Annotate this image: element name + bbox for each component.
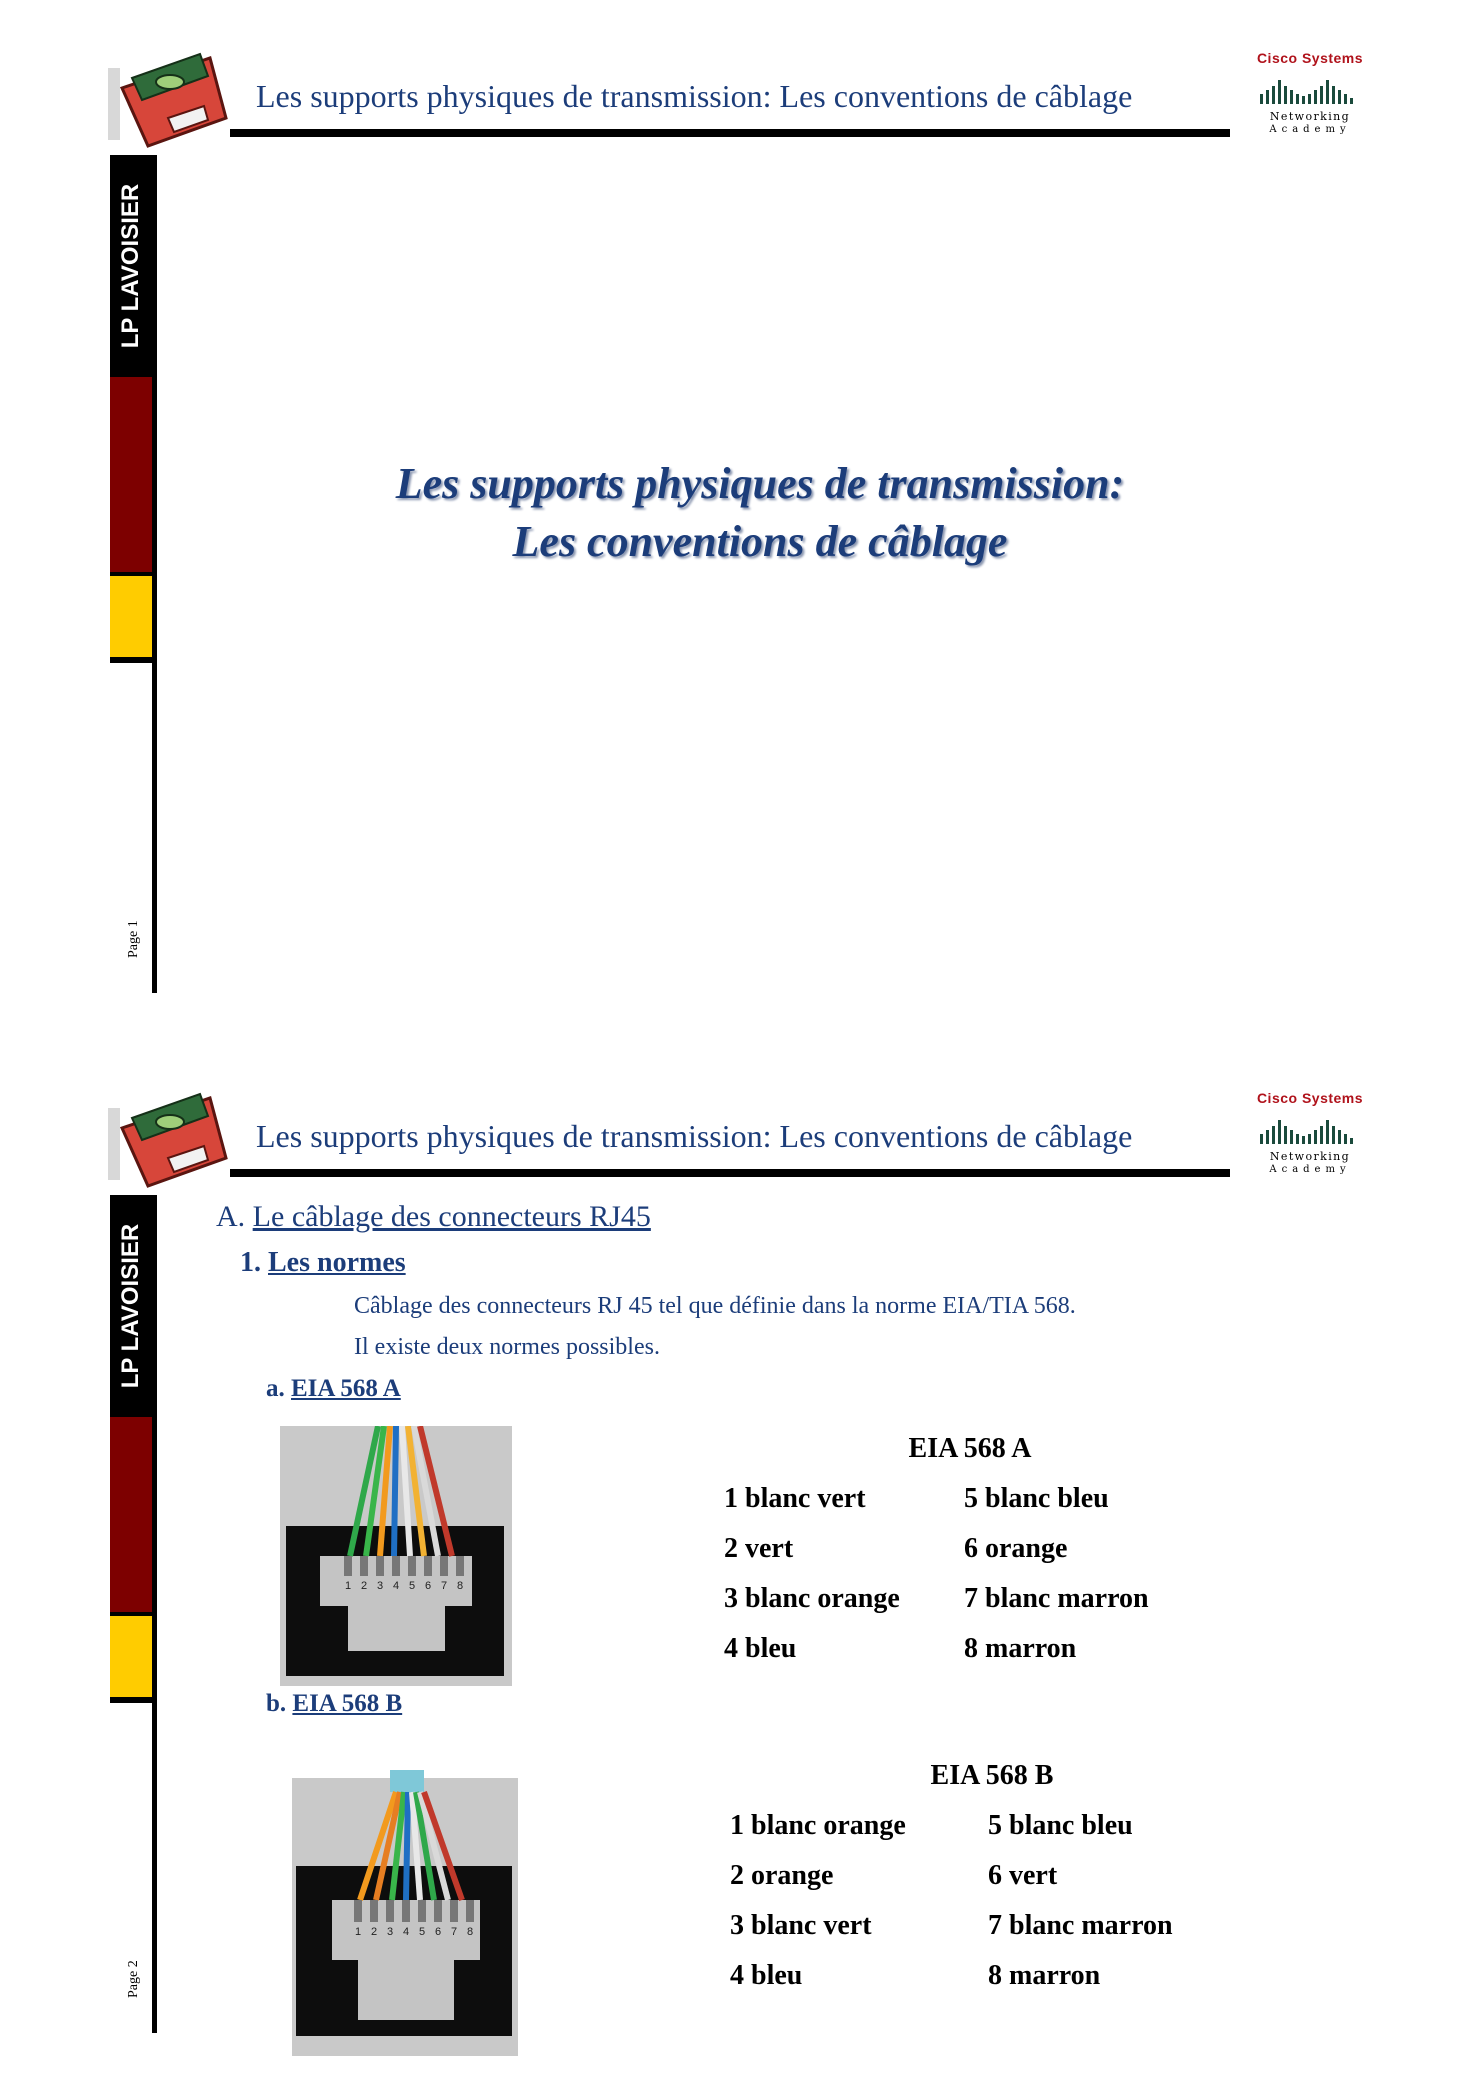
norm-b-pin-5: 5 blanc bleu bbox=[988, 1810, 1133, 1841]
cisco-academy-text: Academy bbox=[1269, 124, 1351, 135]
sidebar-label: LP LAVOISIER bbox=[117, 183, 144, 349]
sidebar-label: LP LAVOISIER bbox=[117, 1223, 144, 1389]
slide-2 bbox=[0, 1040, 1471, 2080]
norm-b-pin-2: 2 orange bbox=[730, 1860, 834, 1891]
norm-a-label: EIA 568 A bbox=[291, 1375, 401, 1402]
norm-a-pin-6: 6 orange bbox=[964, 1533, 1068, 1564]
pin-number-label: 7 bbox=[440, 1580, 448, 1592]
section-heading bbox=[216, 1200, 651, 1234]
rj45-connector-a-image bbox=[280, 1426, 512, 1686]
norm-b-pin-1: 1 blanc orange bbox=[730, 1810, 906, 1841]
cisco-academy-text: Academy bbox=[1269, 1164, 1351, 1175]
slide-title-line-2: Les conventions de câblage bbox=[512, 517, 1008, 566]
pin-number-label: 7 bbox=[450, 1926, 458, 1938]
norm-b-pin-8: 8 marron bbox=[988, 1960, 1101, 1991]
cisco-bridge-icon bbox=[1258, 74, 1362, 106]
cisco-logo bbox=[1254, 1090, 1366, 1180]
norm-b-pin-7: 7 blanc marron bbox=[988, 1910, 1173, 1941]
cisco-bridge-icon bbox=[1258, 1114, 1362, 1146]
slide-title-line-1: Les supports physiques de transmission: bbox=[395, 459, 1125, 508]
school-logo-icon bbox=[108, 48, 234, 148]
cisco-logo bbox=[1254, 50, 1366, 140]
norm-a-table-title: EIA 568 A bbox=[908, 1433, 1032, 1464]
norm-b-letter: b. bbox=[266, 1690, 287, 1717]
paragraph-norm-description: Câblage des connecteurs RJ 45 tel que définie dans la norme EIA/TIA 568. bbox=[354, 1293, 1076, 1319]
norm-a-pin-3: 3 blanc orange bbox=[724, 1583, 900, 1614]
pin-number-label: 5 bbox=[418, 1926, 426, 1938]
norm-b-pin-3: 3 blanc vert bbox=[730, 1910, 872, 1941]
pin-number-label: 8 bbox=[456, 1580, 464, 1592]
pin-number-label: 5 bbox=[408, 1580, 416, 1592]
header-title: Les supports physiques de transmission: Les conventions de câblage bbox=[256, 1118, 1133, 1154]
paragraph-two-norms: Il existe deux normes possibles. bbox=[354, 1334, 660, 1360]
pin-number-label: 4 bbox=[392, 1580, 400, 1592]
norm-a-pin-1: 1 blanc vert bbox=[724, 1483, 866, 1514]
subsection-heading bbox=[240, 1247, 406, 1279]
section-title: Le câblage des connecteurs RJ45 bbox=[252, 1200, 651, 1233]
subsection-title: Les normes bbox=[268, 1247, 406, 1278]
pin-number-label: 6 bbox=[434, 1926, 442, 1938]
cisco-brand-name: Cisco Systems bbox=[1256, 1090, 1364, 1106]
pin-number-label: 3 bbox=[386, 1926, 394, 1938]
norm-b-pin-6: 6 vert bbox=[988, 1860, 1058, 1891]
pin-number-label: 2 bbox=[370, 1926, 378, 1938]
rj45-connector-b-image bbox=[292, 1770, 518, 2056]
pin-number-label: 6 bbox=[424, 1580, 432, 1592]
pin-number-label: 4 bbox=[402, 1926, 410, 1938]
norm-a-heading bbox=[266, 1375, 401, 1403]
pin-number-label: 8 bbox=[466, 1926, 474, 1938]
pin-number-label: 1 bbox=[344, 1580, 352, 1592]
norm-b-label: EIA 568 B bbox=[292, 1690, 403, 1717]
page-number: Page 2 bbox=[126, 1960, 141, 1998]
header-title: Les supports physiques de transmission: Les conventions de câblage bbox=[256, 78, 1133, 114]
norm-a-pin-2: 2 vert bbox=[724, 1533, 794, 1564]
norm-b-pin-4: 4 bleu bbox=[730, 1960, 803, 1991]
pin-number-label: 3 bbox=[376, 1580, 384, 1592]
cisco-brand-name: Cisco Systems bbox=[1256, 50, 1364, 66]
cisco-networking-text: Networking bbox=[1269, 110, 1351, 123]
norm-b-heading bbox=[266, 1690, 402, 1718]
norm-a-letter: a. bbox=[266, 1375, 285, 1402]
pin-number-label: 1 bbox=[354, 1926, 362, 1938]
norm-a-pin-5: 5 blanc bleu bbox=[964, 1483, 1109, 1514]
slide-title bbox=[250, 455, 1270, 571]
page-number: Page 1 bbox=[126, 920, 141, 958]
norm-a-pin-4: 4 bleu bbox=[724, 1633, 797, 1664]
header-divider bbox=[230, 129, 1230, 137]
norm-b-table-title: EIA 568 B bbox=[930, 1760, 1054, 1791]
school-logo-icon bbox=[108, 1088, 234, 1188]
section-letter: A. bbox=[216, 1200, 246, 1233]
norm-a-pin-8: 8 marron bbox=[964, 1633, 1077, 1664]
header-divider bbox=[230, 1169, 1230, 1177]
norm-a-pin-7: 7 blanc marron bbox=[964, 1583, 1149, 1614]
cisco-networking-text: Networking bbox=[1269, 1150, 1351, 1163]
subsection-number: 1. bbox=[240, 1247, 261, 1278]
pin-number-label: 2 bbox=[360, 1580, 368, 1592]
